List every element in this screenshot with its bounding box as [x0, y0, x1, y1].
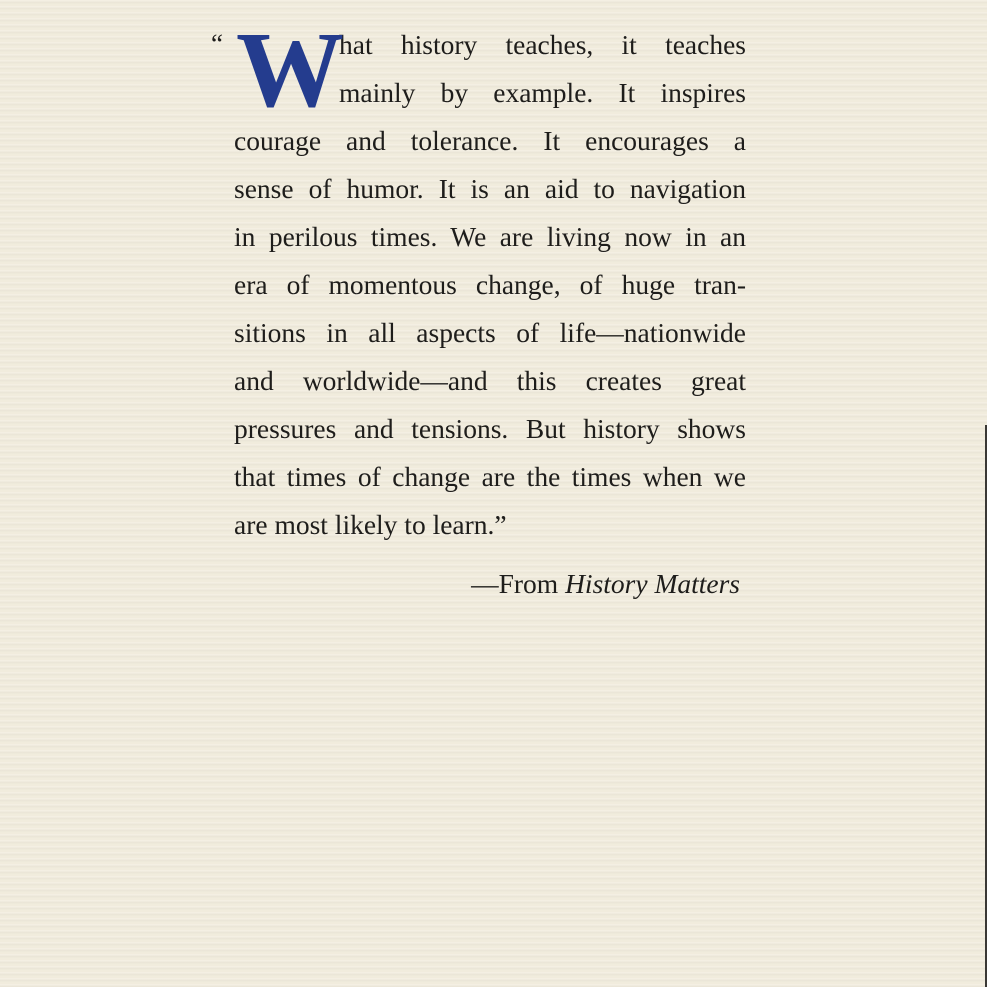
quote-line-1: hat history teaches, it teaches [339, 29, 746, 60]
quote-line-5: in perilous times. We are living now in an [234, 221, 746, 252]
quote-attribution [234, 560, 740, 608]
quote-line-7: sitions in all aspects of life—nationwide [234, 317, 746, 348]
quote-line-9: pressures and tensions. But history shows [234, 413, 746, 444]
opening-quote-mark: “ [211, 29, 223, 59]
drop-cap-letter: W [236, 11, 344, 130]
quote-line-4: sense of humor. It is an aid to navigation [234, 173, 746, 204]
quote-line-6: era of momentous change, of huge tran- [234, 269, 746, 300]
attribution-book-title: History Matters [565, 568, 740, 599]
quote-line-8: and worldwide—and this creates great [234, 365, 746, 396]
quote-line-2: mainly by example. It inspires [339, 77, 746, 108]
attribution-prefix: —From [471, 568, 566, 599]
quote-line-11: are most likely to learn.” [234, 509, 507, 540]
quote-line-3: courage and tolerance. It encourages a [234, 125, 746, 156]
quote-line-10: that times of change are the times when we [234, 461, 746, 492]
quote-block [211, 11, 746, 549]
